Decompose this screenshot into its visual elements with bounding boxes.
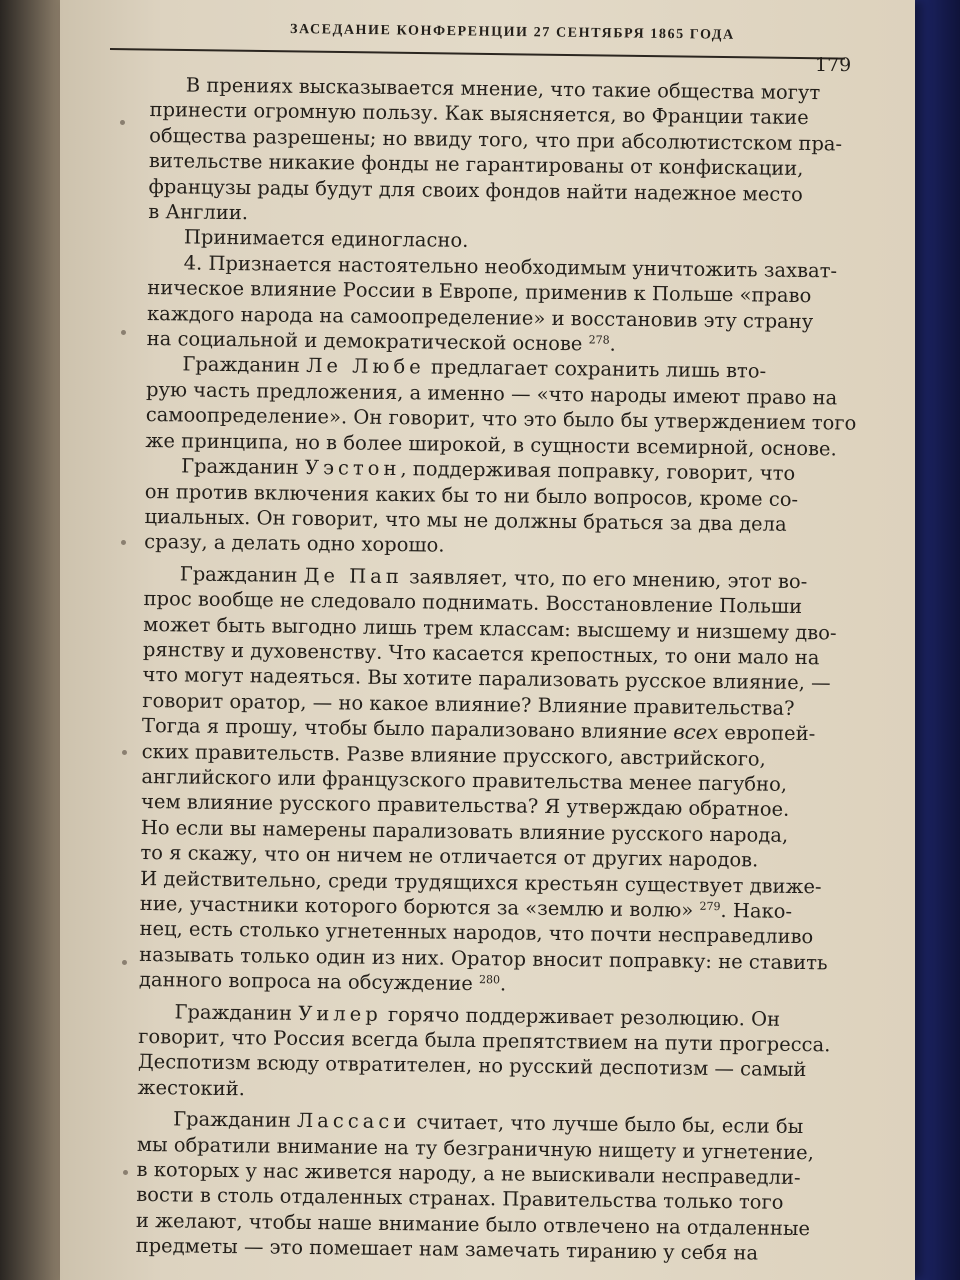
text-line: принести огромную пользу. Как выясняется, во Франции такие: [149, 98, 809, 130]
text-line: рянству и духовенству. Что касается крепостных, то они мало на: [142, 637, 820, 670]
text-fragment: , поддерживая поправку, говорит, что: [400, 457, 796, 486]
text-line: Деспотизм всюду отвратителен, но русский деспотизм — самый: [137, 1050, 807, 1082]
text-fragment: Гражданин: [182, 352, 307, 378]
text-line: же принципа, но в более широкой, в сущности всемирной, основе.: [145, 428, 837, 461]
text-line: ническое влияние России в Европе, применив к Польше «право: [147, 276, 812, 308]
binding-hole: [123, 1170, 128, 1175]
speaker-name: Лассаси: [296, 1109, 411, 1134]
italic-word: всех: [673, 720, 719, 745]
text-line: 4. Признается настоятельно необходимым уничтожить захват-: [183, 251, 838, 283]
text-fragment: .: [499, 972, 507, 996]
binding-hole: [122, 960, 127, 965]
text-line: жестокий.: [137, 1075, 246, 1101]
binding-hole: [121, 540, 126, 545]
text-line: называть только один из них. Оратор вносит поправку: не ставить: [139, 942, 828, 975]
text-line: самоопределение». Он говорит, что это было бы утверждением того: [145, 403, 857, 435]
text-line: В прениях высказывается мнение, что такие общества могут: [185, 73, 821, 105]
text-fragment: горячо поддерживает резолюцию. Он: [381, 1002, 781, 1031]
footnote-ref: 280: [478, 973, 501, 987]
page-number: 179: [815, 54, 852, 76]
text-line: вости в столь отдаленных странах. Правительства только того: [136, 1183, 784, 1215]
text-fragment: Гражданин: [173, 1107, 298, 1133]
text-line: прос вообще не следовало поднимать. Восстановление Польши: [143, 587, 803, 619]
text-line: нец, есть столько угнетенных народов, что почти несправедливо: [139, 917, 814, 949]
text-line: каждого народа на самоопределение» и восстановив эту страну: [146, 301, 814, 333]
text-line: и желают, чтобы наше внимание было отвлечено на отдаленные: [135, 1208, 811, 1241]
speaker-name: Уэстон: [304, 456, 401, 481]
body-text: [135, 72, 857, 1267]
running-head: ЗАСЕДАНИЕ КОНФЕРЕНЦИИ 27 СЕНТЯБРЯ 1865 ГОДА: [289, 22, 735, 43]
text-line: Принимается единогласно.: [183, 225, 469, 253]
text-line: Но если вы намерены парализовать влияние русского народа,: [140, 815, 789, 847]
speaker-name: Уилер: [298, 1001, 382, 1026]
text-fragment: данного вопроса на обсуждение: [138, 968, 480, 996]
text-fragment: Гражданин: [179, 562, 304, 587]
text-line: чем влияние русского правительства? Я утверждаю обратное.: [140, 790, 790, 822]
text-fragment: . Нако-: [720, 899, 793, 923]
text-line: говорит оратор, — но какое влияние? Влияние правительства?: [142, 688, 795, 720]
text-fragment: европей-: [718, 721, 816, 746]
speaker-name: Де Пап: [303, 563, 404, 588]
text-line: рую часть предложения, а именно — «что народы имеют право на: [145, 377, 838, 410]
text-fragment: ние, участники которого борются за «землю и волю»: [139, 891, 700, 922]
text-line: общества разрешены; но ввиду того, что при абсолютистском пра-: [149, 123, 843, 156]
text-fragment: заявляет, что, по его мнению, этот во-: [402, 564, 808, 593]
text-fragment: Гражданин: [181, 454, 306, 480]
text-line: французы рады будут для своих фондов найти надежное место: [148, 174, 803, 206]
text-line: может быть выгодно лишь трем классам: высшему и низшему дво-: [143, 612, 837, 644]
text-fragment: предлагает сохранить лишь вто-: [424, 355, 767, 384]
text-fragment: на социальной и демократической основе: [146, 327, 589, 356]
text-line: предметы — это помешает нам замечать тиранию у себя на: [135, 1234, 759, 1265]
text-line: циальных. Он говорит, что мы не должны браться за два дела: [144, 504, 787, 536]
text-line: английского или французского правительства менее пагубно,: [141, 764, 788, 796]
text-line: сразу, а делать одно хорошо.: [144, 530, 445, 557]
text-line: что могут надеяться. Вы хотите парализовать русское влияние, —: [142, 663, 831, 695]
text-line: он против включения каких бы то ни было вопросов, кроме со-: [144, 479, 799, 511]
text-fragment: Гражданин: [174, 999, 299, 1025]
text-line: И действительно, среди трудящихся крестьян существует движе-: [140, 866, 822, 898]
text-line: мы обратили внимание на ту безграничную нищету и угнетение,: [136, 1132, 814, 1164]
binding-hole: [122, 750, 127, 755]
binding-hole: [120, 120, 125, 125]
text-line: вительстве никакие фонды не гарантированы от конфискации,: [148, 149, 804, 181]
footnote-ref: 278: [588, 333, 610, 347]
binding-hole: [121, 330, 126, 335]
text-line: в которых у нас живется народу, а не выискивали несправедли-: [136, 1157, 801, 1190]
text-line: говорит, что Россия всегда была препятствием на пути прогресса.: [138, 1024, 831, 1057]
text-line: то я скажу, что он ничем не отличается от других народов.: [140, 841, 759, 872]
text-line: в Англии.: [148, 200, 249, 225]
footnote-ref: 279: [699, 899, 721, 914]
text-fragment: Тогда я прошу, чтобы было парализовано влияние: [141, 714, 674, 744]
text-line: ских правительств. Разве влияние прусского, австрийского,: [141, 739, 766, 771]
speaker-name: Ле Любе: [306, 354, 425, 379]
text-fragment: .: [609, 332, 616, 356]
text-fragment: считает, что лучше было бы, если бы: [410, 1110, 804, 1139]
